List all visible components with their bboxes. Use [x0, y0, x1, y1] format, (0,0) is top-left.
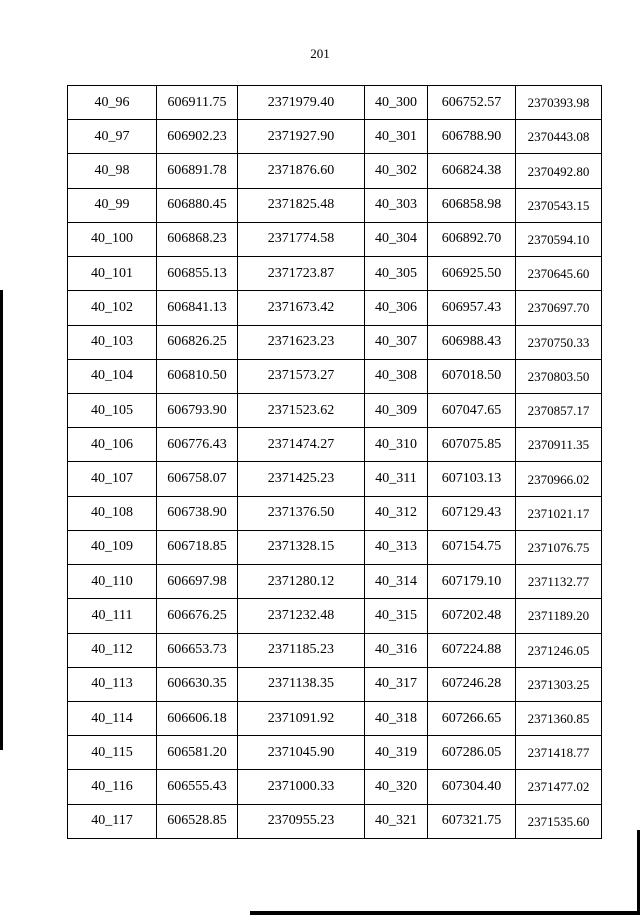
table-row	[68, 565, 602, 599]
y-coordinate-left-cell: 2371045.90	[238, 736, 365, 770]
point-id-right-cell: 40_301	[365, 120, 428, 154]
x-coordinate-right-cell: 607321.75	[428, 804, 516, 838]
point-id-left-cell: 40_103	[68, 325, 157, 359]
point-id-left-cell: 40_108	[68, 496, 157, 530]
x-coordinate-right-cell: 607266.65	[428, 701, 516, 735]
table-row	[68, 599, 602, 633]
y-coordinate-left-cell: 2371474.27	[238, 428, 365, 462]
table-row	[68, 257, 602, 291]
point-id-right-cell: 40_307	[365, 325, 428, 359]
y-coordinate-left-cell: 2371185.23	[238, 633, 365, 667]
x-coordinate-right-cell: 607286.05	[428, 736, 516, 770]
x-coordinate-right-cell: 607224.88	[428, 633, 516, 667]
x-coordinate-left-cell: 606841.13	[157, 291, 238, 325]
x-coordinate-right-cell: 607018.50	[428, 359, 516, 393]
y-coordinate-right-cell: 2371477.02	[516, 770, 602, 804]
y-coordinate-right-cell: 2371418.77	[516, 736, 602, 770]
point-id-right-cell: 40_321	[365, 804, 428, 838]
y-coordinate-left-cell: 2371774.58	[238, 222, 365, 256]
y-coordinate-left-cell: 2371376.50	[238, 496, 365, 530]
point-id-right-cell: 40_317	[365, 667, 428, 701]
x-coordinate-left-cell: 606855.13	[157, 257, 238, 291]
point-id-left-cell: 40_99	[68, 188, 157, 222]
x-coordinate-right-cell: 607154.75	[428, 530, 516, 564]
x-coordinate-left-cell: 606738.90	[157, 496, 238, 530]
y-coordinate-right-cell: 2370645.60	[516, 257, 602, 291]
table-row	[68, 154, 602, 188]
table-row	[68, 667, 602, 701]
table-row	[68, 633, 602, 667]
y-coordinate-left-cell: 2371328.15	[238, 530, 365, 564]
y-coordinate-left-cell: 2371673.42	[238, 291, 365, 325]
y-coordinate-left-cell: 2371523.62	[238, 393, 365, 427]
x-coordinate-right-cell: 606988.43	[428, 325, 516, 359]
x-coordinate-right-cell: 607304.40	[428, 770, 516, 804]
point-id-right-cell: 40_306	[365, 291, 428, 325]
x-coordinate-left-cell: 606718.85	[157, 530, 238, 564]
scan-edge-bottom	[250, 911, 640, 915]
point-id-left-cell: 40_115	[68, 736, 157, 770]
table-row	[68, 359, 602, 393]
y-coordinate-left-cell: 2371723.87	[238, 257, 365, 291]
y-coordinate-right-cell: 2371246.05	[516, 633, 602, 667]
scan-edge-left	[0, 290, 3, 750]
x-coordinate-right-cell: 607047.65	[428, 393, 516, 427]
point-id-right-cell: 40_313	[365, 530, 428, 564]
y-coordinate-right-cell: 2370966.02	[516, 462, 602, 496]
x-coordinate-right-cell: 607179.10	[428, 565, 516, 599]
x-coordinate-left-cell: 606555.43	[157, 770, 238, 804]
y-coordinate-left-cell: 2371138.35	[238, 667, 365, 701]
coordinates-table	[67, 85, 602, 839]
x-coordinate-right-cell: 606824.38	[428, 154, 516, 188]
table-row	[68, 701, 602, 735]
point-id-right-cell: 40_318	[365, 701, 428, 735]
point-id-right-cell: 40_303	[365, 188, 428, 222]
x-coordinate-right-cell: 606892.70	[428, 222, 516, 256]
x-coordinate-left-cell: 606581.20	[157, 736, 238, 770]
y-coordinate-left-cell: 2371927.90	[238, 120, 365, 154]
y-coordinate-right-cell: 2370393.98	[516, 86, 602, 120]
point-id-right-cell: 40_319	[365, 736, 428, 770]
y-coordinate-right-cell: 2370594.10	[516, 222, 602, 256]
point-id-left-cell: 40_107	[68, 462, 157, 496]
point-id-left-cell: 40_104	[68, 359, 157, 393]
x-coordinate-left-cell: 606528.85	[157, 804, 238, 838]
point-id-right-cell: 40_305	[365, 257, 428, 291]
point-id-left-cell: 40_112	[68, 633, 157, 667]
x-coordinate-left-cell: 606758.07	[157, 462, 238, 496]
x-coordinate-right-cell: 607202.48	[428, 599, 516, 633]
x-coordinate-left-cell: 606880.45	[157, 188, 238, 222]
x-coordinate-left-cell: 606891.78	[157, 154, 238, 188]
x-coordinate-left-cell: 606793.90	[157, 393, 238, 427]
table-row	[68, 462, 602, 496]
point-id-right-cell: 40_300	[365, 86, 428, 120]
x-coordinate-left-cell: 606776.43	[157, 428, 238, 462]
y-coordinate-left-cell: 2371825.48	[238, 188, 365, 222]
point-id-right-cell: 40_308	[365, 359, 428, 393]
y-coordinate-left-cell: 2371232.48	[238, 599, 365, 633]
y-coordinate-right-cell: 2370492.80	[516, 154, 602, 188]
x-coordinate-right-cell: 606858.98	[428, 188, 516, 222]
y-coordinate-right-cell: 2371360.85	[516, 701, 602, 735]
point-id-left-cell: 40_113	[68, 667, 157, 701]
y-coordinate-right-cell: 2371189.20	[516, 599, 602, 633]
x-coordinate-right-cell: 606752.57	[428, 86, 516, 120]
y-coordinate-left-cell: 2371979.40	[238, 86, 365, 120]
point-id-right-cell: 40_312	[365, 496, 428, 530]
y-coordinate-left-cell: 2371623.23	[238, 325, 365, 359]
point-id-left-cell: 40_111	[68, 599, 157, 633]
x-coordinate-left-cell: 606868.23	[157, 222, 238, 256]
table-row	[68, 86, 602, 120]
y-coordinate-left-cell: 2371000.33	[238, 770, 365, 804]
x-coordinate-left-cell: 606826.25	[157, 325, 238, 359]
x-coordinate-right-cell: 606957.43	[428, 291, 516, 325]
x-coordinate-left-cell: 606606.18	[157, 701, 238, 735]
point-id-right-cell: 40_302	[365, 154, 428, 188]
point-id-right-cell: 40_315	[365, 599, 428, 633]
table-row	[68, 496, 602, 530]
x-coordinate-left-cell: 606697.98	[157, 565, 238, 599]
y-coordinate-left-cell: 2371091.92	[238, 701, 365, 735]
point-id-right-cell: 40_314	[365, 565, 428, 599]
x-coordinate-right-cell: 607103.13	[428, 462, 516, 496]
y-coordinate-right-cell: 2371535.60	[516, 804, 602, 838]
x-coordinate-left-cell: 606911.75	[157, 86, 238, 120]
x-coordinate-left-cell: 606653.73	[157, 633, 238, 667]
page-number: 201	[310, 46, 330, 61]
table-row	[68, 325, 602, 359]
point-id-right-cell: 40_309	[365, 393, 428, 427]
table-row	[68, 222, 602, 256]
point-id-right-cell: 40_320	[365, 770, 428, 804]
point-id-left-cell: 40_100	[68, 222, 157, 256]
point-id-left-cell: 40_101	[68, 257, 157, 291]
point-id-right-cell: 40_304	[365, 222, 428, 256]
point-id-left-cell: 40_105	[68, 393, 157, 427]
y-coordinate-right-cell: 2371021.17	[516, 496, 602, 530]
table-row	[68, 393, 602, 427]
y-coordinate-right-cell: 2370443.08	[516, 120, 602, 154]
y-coordinate-right-cell: 2370857.17	[516, 393, 602, 427]
point-id-left-cell: 40_98	[68, 154, 157, 188]
y-coordinate-left-cell: 2371425.23	[238, 462, 365, 496]
table-row	[68, 804, 602, 838]
y-coordinate-right-cell: 2370803.50	[516, 359, 602, 393]
point-id-left-cell: 40_116	[68, 770, 157, 804]
point-id-left-cell: 40_97	[68, 120, 157, 154]
table-row	[68, 530, 602, 564]
x-coordinate-right-cell: 607129.43	[428, 496, 516, 530]
x-coordinate-left-cell: 606810.50	[157, 359, 238, 393]
point-id-left-cell: 40_102	[68, 291, 157, 325]
table-row	[68, 291, 602, 325]
x-coordinate-right-cell: 606925.50	[428, 257, 516, 291]
x-coordinate-left-cell: 606630.35	[157, 667, 238, 701]
point-id-left-cell: 40_106	[68, 428, 157, 462]
point-id-left-cell: 40_110	[68, 565, 157, 599]
table-row	[68, 770, 602, 804]
table-row	[68, 428, 602, 462]
x-coordinate-left-cell: 606676.25	[157, 599, 238, 633]
point-id-right-cell: 40_316	[365, 633, 428, 667]
y-coordinate-left-cell: 2371573.27	[238, 359, 365, 393]
y-coordinate-right-cell: 2371076.75	[516, 530, 602, 564]
y-coordinate-left-cell: 2371876.60	[238, 154, 365, 188]
x-coordinate-right-cell: 607075.85	[428, 428, 516, 462]
y-coordinate-right-cell: 2370911.35	[516, 428, 602, 462]
y-coordinate-right-cell: 2371132.77	[516, 565, 602, 599]
y-coordinate-right-cell: 2371303.25	[516, 667, 602, 701]
table-row	[68, 736, 602, 770]
point-id-left-cell: 40_117	[68, 804, 157, 838]
point-id-left-cell: 40_109	[68, 530, 157, 564]
table-row	[68, 120, 602, 154]
x-coordinate-left-cell: 606902.23	[157, 120, 238, 154]
y-coordinate-left-cell: 2370955.23	[238, 804, 365, 838]
x-coordinate-right-cell: 606788.90	[428, 120, 516, 154]
y-coordinate-left-cell: 2371280.12	[238, 565, 365, 599]
point-id-left-cell: 40_114	[68, 701, 157, 735]
y-coordinate-right-cell: 2370697.70	[516, 291, 602, 325]
x-coordinate-right-cell: 607246.28	[428, 667, 516, 701]
coordinates-table-body	[68, 86, 602, 839]
y-coordinate-right-cell: 2370543.15	[516, 188, 602, 222]
point-id-left-cell: 40_96	[68, 86, 157, 120]
point-id-right-cell: 40_310	[365, 428, 428, 462]
point-id-right-cell: 40_311	[365, 462, 428, 496]
y-coordinate-right-cell: 2370750.33	[516, 325, 602, 359]
table-row	[68, 188, 602, 222]
